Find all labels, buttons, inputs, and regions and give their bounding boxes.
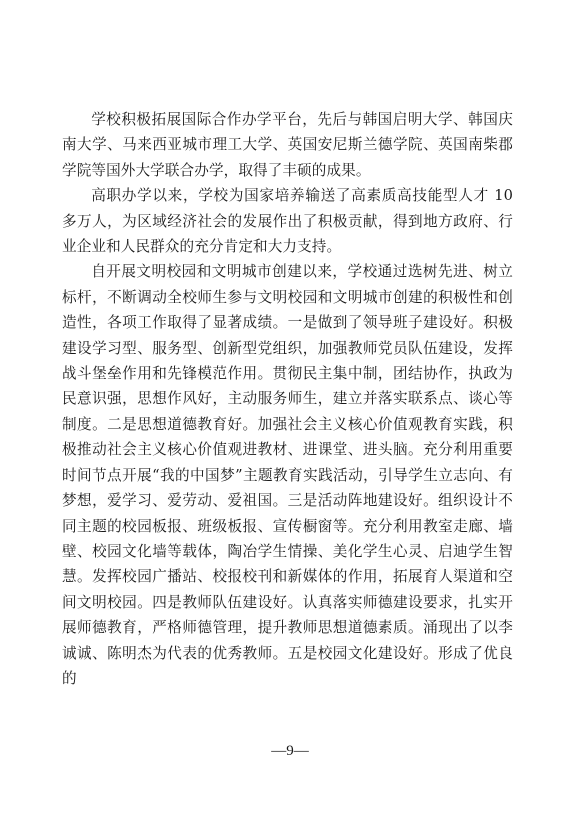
paragraph-international-cooperation: 学校积极拓展国际合作办学平台，先后与韩国启明大学、韩国庆南大学、马来西亚城市理工大学、英国安尼斯兰德学院、英国南柴郡学院等国外大学联合办学，取得了丰硕的成果。 bbox=[62, 111, 513, 179]
page-number: —9— bbox=[271, 743, 309, 759]
body-text bbox=[62, 107, 513, 691]
paragraph-civilized-campus: 自开展文明校园和文明城市创建以来，学校通过选树先进、树立标杆，不断调动全校师生参与文明校园和文明城市创建的积极性和创造性，各项工作取得了显著成绩。一是做到了领导班子建设好。积极建设学习型、服务型、创新型党组织，加强教师党员队伍建设，发挥战斗堡垒作用和先锋模范作用。贯彻民主集中制，团结协作，执政为民意识强，思想作风好，主动服务师生，建立并落实联系点、谈心等制度。二是思想道德教育好。加强社会主义核心价值观教育实践，积极推动社会主义核心价值观进教材、进课堂、进头脑。充分利用重要时间节点开展“我的中国梦”主题教育实践活动，引导学生立志向、有梦想，爱学习、爱劳动、爱祖国。三是活动阵地建设好。组织设计不同主题的校园板报、班级板报、宣传橱窗等。充分利用教室走廊、墙壁、校园文化墙等载体，陶冶学生情操、美化学生心灵、启迪学生智慧。发挥校园广播站、校报校刊和新媒体的作用，拓展育人渠道和空间文明校园。四是教师队伍建设好。认真落实师德建设要求，扎实开展师德教育，严格师德管理，提升教师思想道德素质。涌现出了以李诚诚、陈明杰为代表的优秀教师。五是校园文化建设好。形成了优良的 bbox=[62, 263, 513, 687]
paragraph-talent-training: 高职办学以来，学校为国家培养输送了高素质高技能型人才 10 多万人，为区域经济社会的发展作出了积极贡献，得到地方政府、行业企业和人民群众的充分肯定和大力支持。 bbox=[62, 187, 513, 256]
